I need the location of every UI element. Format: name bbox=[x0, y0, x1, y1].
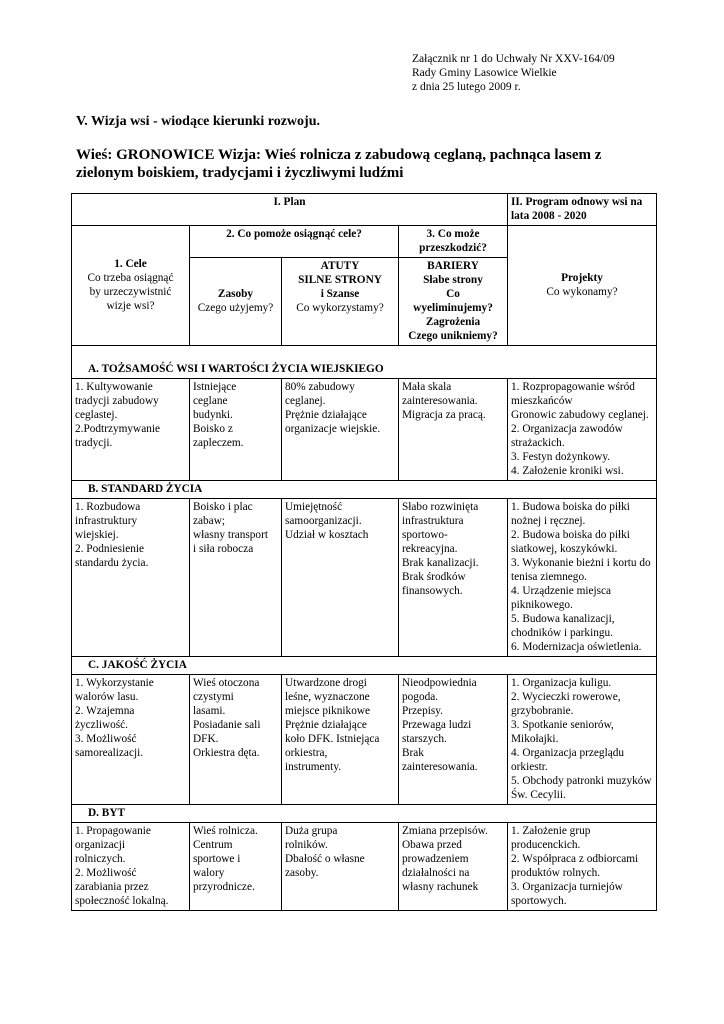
village-title-line: zielonym boiskiem, tradycjami i życzliwymi ludźmi bbox=[76, 165, 404, 181]
cell-line: Istniejące bbox=[193, 381, 237, 393]
cell-line: leśne, wyznaczone bbox=[285, 691, 370, 703]
barriers-cell bbox=[399, 499, 508, 657]
goals-header: 1. Cele Co trzeba osiągnąć by urzeczywistnić wizje wsi? bbox=[72, 226, 190, 346]
cell-line: standardu życia. bbox=[75, 557, 149, 569]
spacer-row bbox=[72, 346, 657, 362]
cell-line: finansowych. bbox=[402, 585, 463, 597]
cell-line: sportowych. bbox=[511, 895, 567, 907]
goals-cell bbox=[72, 675, 190, 805]
cell-line: ceglastej. bbox=[75, 409, 118, 421]
hinder-header: 3. Co może przeszkodzić? bbox=[399, 226, 508, 258]
section-title: C. JAKOŚĆ ŻYCIA bbox=[72, 657, 657, 675]
cell-line: walory bbox=[193, 867, 225, 879]
cell-line: 3. Organizacja turniejów bbox=[511, 881, 623, 893]
cell-line: Mała skala bbox=[402, 381, 452, 393]
cell-line: tradycji. bbox=[75, 437, 113, 449]
cell-line: Orkiestra dęta. bbox=[193, 747, 260, 759]
cell-line: 1. Założenie grup bbox=[511, 825, 591, 837]
cell-line: mieszkańców bbox=[511, 395, 573, 407]
attachment-line: Załącznik nr 1 do Uchwały Nr XXV-164/09 bbox=[412, 53, 615, 65]
attachment-line: z dnia 25 lutego 2009 r. bbox=[412, 81, 521, 93]
cell-line: 4. Organizacja przeglądu bbox=[511, 747, 625, 759]
cell-line: 3. Wykonanie bieżni i kortu do bbox=[511, 557, 651, 569]
cell-line: 2. Podniesienie bbox=[75, 543, 145, 555]
cell-line: 6. Modernizacja oświetlenia. bbox=[511, 641, 642, 653]
cell-line: instrumenty. bbox=[285, 761, 342, 773]
cell-line: 1. Propagowanie bbox=[75, 825, 151, 837]
cell-line: sportowo- bbox=[402, 529, 448, 541]
attachment-header bbox=[412, 52, 615, 94]
cell-line: infrastruktura bbox=[402, 515, 464, 527]
cell-line: rolniczych. bbox=[75, 853, 126, 865]
section-title: A. TOŻSAMOŚĆ WSI I WARTOŚCI ŻYCIA WIEJSKIEGO bbox=[72, 361, 657, 379]
cell-line: i siła robocza bbox=[193, 543, 254, 555]
goals-cell bbox=[72, 499, 190, 657]
cell-line: koło DFK. Istniejąca bbox=[285, 733, 380, 745]
spacer-cell bbox=[72, 346, 657, 362]
strengths-cell bbox=[282, 823, 399, 911]
cell-line: infrastruktury bbox=[75, 515, 138, 527]
cell-line: zasoby. bbox=[285, 867, 319, 879]
strengths-header: ATUTY SILNE STRONY i Szanse Co wykorzystamy? bbox=[282, 258, 399, 346]
strengths-cell bbox=[282, 675, 399, 805]
section-title: D. BYT bbox=[72, 805, 657, 823]
cell-line: prowadzeniem bbox=[402, 853, 469, 865]
cell-line: Wieś otoczona bbox=[193, 677, 260, 689]
cell-line: zarabiania przez bbox=[75, 881, 149, 893]
barriers-cell bbox=[399, 675, 508, 805]
projects-cell bbox=[508, 823, 657, 911]
cell-line: Utwardzone drogi bbox=[285, 677, 367, 689]
cell-line: 2. Organizacja zawodów bbox=[511, 423, 623, 435]
cell-line: 1. Rozpropagowanie wśród bbox=[511, 381, 635, 393]
cell-line: Posiadanie sali bbox=[193, 719, 261, 731]
cell-line: zainteresowania. bbox=[402, 395, 478, 407]
cell-line: 2.Podtrzymywanie bbox=[75, 423, 161, 435]
projects-header: Projekty Co wykonamy? bbox=[508, 226, 657, 346]
cell-line: producenckich. bbox=[511, 839, 581, 851]
cell-line: Migracja za pracą. bbox=[402, 409, 486, 421]
section-content-row bbox=[72, 823, 657, 911]
cell-line: własny rachunek bbox=[402, 881, 479, 893]
cell-line: 5. Budowa kanalizacji, bbox=[511, 613, 615, 625]
plan-header: I. Plan bbox=[72, 194, 508, 226]
cell-line: Gronowic zabudowy ceglanej. bbox=[511, 409, 649, 421]
goals-cell bbox=[72, 823, 190, 911]
cell-line: 2. Współpraca z odbiorcami bbox=[511, 853, 639, 865]
cell-line: sportowe i bbox=[193, 853, 241, 865]
cell-line: DFK. bbox=[193, 733, 219, 745]
cell-line: 2. Wycieczki rowerowe, bbox=[511, 691, 621, 703]
cell-line: tradycji zabudowy bbox=[75, 395, 159, 407]
cell-line: działalności na bbox=[402, 867, 470, 879]
section-title-row bbox=[72, 481, 657, 499]
cell-line: grzybobranie. bbox=[511, 705, 574, 717]
cell-line: Dbałość o własne bbox=[285, 853, 365, 865]
section-title: B. STANDARD ŻYCIA bbox=[72, 481, 657, 499]
cell-line: Zmiana przepisów. bbox=[402, 825, 488, 837]
header-row bbox=[72, 226, 657, 258]
cell-line: 1. Kultywowanie bbox=[75, 381, 153, 393]
barriers-header: BARIERY Słabe strony Co wyeliminujemy? Zagrożenia Czego unikniemy? bbox=[399, 258, 508, 346]
cell-line: siatkowej, koszykówki. bbox=[511, 543, 618, 555]
cell-line: ceglane bbox=[193, 395, 228, 407]
cell-line: 80% zabudowy bbox=[285, 381, 355, 393]
cell-line: samoorganizacji. bbox=[285, 515, 362, 527]
cell-line: organizacje wiejskie. bbox=[285, 423, 381, 435]
cell-line: 4. Założenie kroniki wsi. bbox=[511, 465, 624, 477]
cell-line: 3. Możliwość bbox=[75, 733, 137, 745]
cell-line: 3. Spotkanie seniorów, bbox=[511, 719, 614, 731]
cell-line: produktów rolnych. bbox=[511, 867, 601, 879]
cell-line: chodników i parkingu. bbox=[511, 627, 613, 639]
projects-cell bbox=[508, 379, 657, 481]
projects-cell bbox=[508, 675, 657, 805]
cell-line: organizacji bbox=[75, 839, 125, 851]
cell-line: 5. Obchody patronki muzyków bbox=[511, 775, 652, 787]
barriers-cell bbox=[399, 823, 508, 911]
cell-line: 2. Budowa boiska do piłki bbox=[511, 529, 630, 541]
village-title-line: Wieś: GRONOWICE Wizja: Wieś rolnicza z zabudową ceglaną, pachnąca lasem z bbox=[76, 147, 602, 163]
cell-line: 1. Budowa boiska do piłki bbox=[511, 501, 630, 513]
cell-line: czystymi bbox=[193, 691, 234, 703]
cell-line: orkiestra, bbox=[285, 747, 328, 759]
cell-line: walorów lasu. bbox=[75, 691, 139, 703]
cell-line: Duża grupa bbox=[285, 825, 338, 837]
cell-line: Brak kanalizacji. bbox=[402, 557, 479, 569]
cell-line: Brak środków bbox=[402, 571, 466, 583]
cell-line: 1. Wykorzystanie bbox=[75, 677, 154, 689]
cell-line: Umiejętność bbox=[285, 501, 343, 513]
cell-line: Centrum bbox=[193, 839, 233, 851]
cell-line: 1. Rozbudowa bbox=[75, 501, 141, 513]
cell-line: życzliwość. bbox=[75, 719, 129, 731]
section-title-row bbox=[72, 805, 657, 823]
cell-line: Przewaga ludzi bbox=[402, 719, 472, 731]
resources-cell bbox=[190, 499, 282, 657]
cell-line: piknikowego. bbox=[511, 599, 573, 611]
cell-line: zapleczem. bbox=[193, 437, 244, 449]
section-title-row bbox=[72, 657, 657, 675]
cell-line: rekreacyjna. bbox=[402, 543, 458, 555]
cell-line: wiejskiej. bbox=[75, 529, 119, 541]
cell-line: strażackich. bbox=[511, 437, 565, 449]
village-plan-table bbox=[71, 193, 657, 911]
cell-line: zabaw; bbox=[193, 515, 225, 527]
cell-line: Prężnie działające bbox=[285, 409, 367, 421]
cell-line: 4. Urządzenie miejsca bbox=[511, 585, 612, 597]
resources-cell bbox=[190, 379, 282, 481]
cell-line: Udział w kosztach bbox=[285, 529, 369, 541]
program-header: II. Program odnowy wsi na lata 2008 - 2020 bbox=[508, 194, 657, 226]
cell-line: własny transport bbox=[193, 529, 268, 541]
section-content-row bbox=[72, 499, 657, 657]
help-header: 2. Co pomoże osiągnąć cele? bbox=[190, 226, 399, 258]
cell-line: 1. Organizacja kuligu. bbox=[511, 677, 612, 689]
cell-line: orkiestr. bbox=[511, 761, 548, 773]
resources-cell bbox=[190, 823, 282, 911]
section-title-row bbox=[72, 361, 657, 379]
cell-line: rolników. bbox=[285, 839, 328, 851]
cell-line: 2. Wzajemna bbox=[75, 705, 135, 717]
cell-line: starszych. bbox=[402, 733, 447, 745]
projects-cell bbox=[508, 499, 657, 657]
cell-line: samorealizacji. bbox=[75, 747, 144, 759]
cell-line: 3. Festyn dożynkowy. bbox=[511, 451, 611, 463]
cell-line: Wieś rolnicza. bbox=[193, 825, 258, 837]
strengths-cell bbox=[282, 379, 399, 481]
cell-line: Brak bbox=[402, 747, 424, 759]
resources-cell bbox=[190, 675, 282, 805]
cell-line: ceglanej. bbox=[285, 395, 326, 407]
cell-line: Słabo rozwinięta bbox=[402, 501, 479, 513]
cell-line: Boisko i plac bbox=[193, 501, 253, 513]
section-title: V. Wizja wsi - wiodące kierunki rozwoju. bbox=[76, 114, 320, 129]
cell-line: lasami. bbox=[193, 705, 226, 717]
cell-line: Przepisy. bbox=[402, 705, 443, 717]
resources-header: Zasoby Czego użyjemy? bbox=[190, 258, 282, 346]
cell-line: Boisko z bbox=[193, 423, 233, 435]
cell-line: nożnej i ręcznej. bbox=[511, 515, 586, 527]
cell-line: Nieodpowiednia bbox=[402, 677, 477, 689]
goals-cell bbox=[72, 379, 190, 481]
cell-line: miejsce piknikowe bbox=[285, 705, 371, 717]
cell-line: Prężnie działające bbox=[285, 719, 367, 731]
cell-line: Mikołajki. bbox=[511, 733, 559, 745]
cell-line: Obawa przed bbox=[402, 839, 462, 851]
cell-line: 2. Możliwość bbox=[75, 867, 137, 879]
attachment-line: Rady Gminy Lasowice Wielkie bbox=[412, 67, 557, 79]
section-content-row bbox=[72, 379, 657, 481]
village-vision-title bbox=[76, 146, 686, 182]
section-content-row bbox=[72, 675, 657, 805]
cell-line: tenisa ziemnego. bbox=[511, 571, 587, 583]
cell-line: zainteresowania. bbox=[402, 761, 478, 773]
strengths-cell bbox=[282, 499, 399, 657]
cell-line: Św. Cecylii. bbox=[511, 789, 566, 801]
header-row bbox=[72, 194, 657, 226]
barriers-cell bbox=[399, 379, 508, 481]
cell-line: pogoda. bbox=[402, 691, 439, 703]
cell-line: budynki. bbox=[193, 409, 233, 421]
cell-line: społeczność lokalną. bbox=[75, 895, 169, 907]
cell-line: przyrodnicze. bbox=[193, 881, 255, 893]
